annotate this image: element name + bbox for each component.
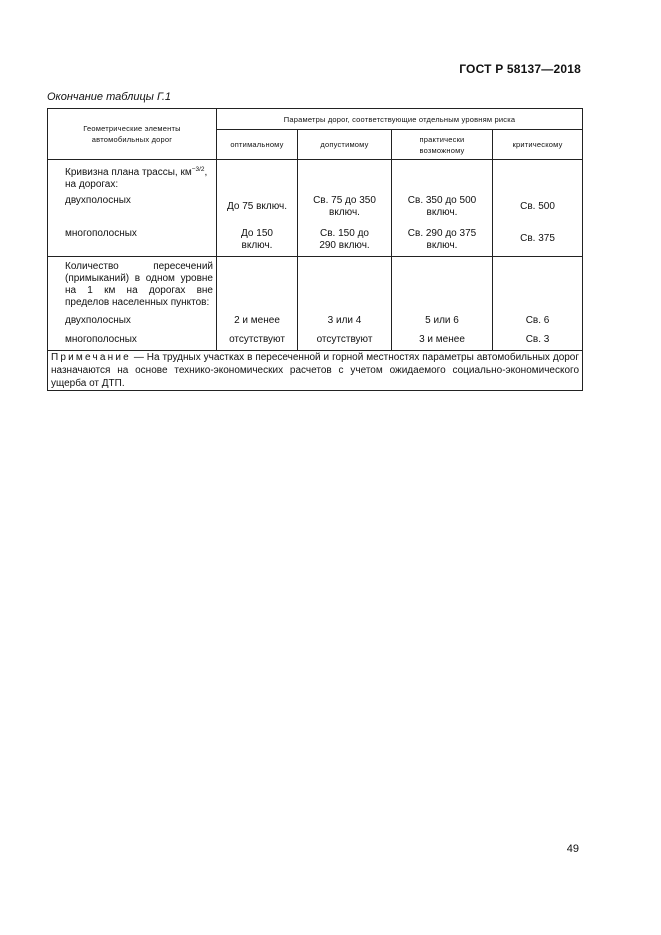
group-title-curvature: Кривизна плана трассы, $км^{-3/2}$, на дорогах:: [48, 160, 217, 193]
table-cell: Св. 500: [493, 193, 583, 227]
table-cell: До 75 включ.: [217, 193, 298, 227]
row-label: многополосных: [48, 227, 217, 257]
note-prefix: Примечание: [51, 352, 131, 363]
group-title-intersections: Количество пересечений (примыканий) в одном уровне на 1 км на дорогах вне пределов населенных пунктов:: [48, 257, 217, 313]
table-cell: Св. 75 до 350 включ.: [298, 193, 392, 227]
row-label: двухполосных: [48, 193, 217, 227]
table-cell: 5 или 6: [392, 313, 493, 333]
table-cell: Св. 3: [493, 333, 583, 351]
table-note: [48, 351, 583, 391]
table-cell: Св. 375: [493, 227, 583, 257]
table-cell: Св. 350 до 500 включ.: [392, 193, 493, 227]
table-cell: 3 или 4: [298, 313, 392, 333]
table-cell: отсутствуют: [217, 333, 298, 351]
table-cell: 2 и менее: [217, 313, 298, 333]
standard-code: ГОСТ Р 58137—2018: [459, 62, 581, 76]
table-caption: Окончание таблицы Г.1: [47, 91, 171, 103]
column-header-elements: Геометрические элементы автомобильных дорог: [48, 109, 217, 160]
level-header-optimal: оптимальному: [217, 130, 298, 160]
table-cell: До 150 включ.: [217, 227, 298, 257]
table-cell: Св. 150 до 290 включ.: [298, 227, 392, 257]
table-cell: Св. 6: [493, 313, 583, 333]
table-cell: Св. 290 до 375 включ.: [392, 227, 493, 257]
note-text: — На трудных участках в пересеченной и горной местностях параметры автомобильных дорог назначаются на основе технико-экономических расчетов с учетом ожидаемого социально-экономического ущерба от ДТП.: [51, 352, 580, 389]
parameters-table: [47, 108, 583, 391]
column-group-header: Параметры дорог, соответствующие отдельным уровням риска: [217, 109, 583, 130]
row-label: многополосных: [48, 333, 217, 351]
table-cell: отсутствуют: [298, 333, 392, 351]
row-label: двухполосных: [48, 313, 217, 333]
table-cell: 3 и менее: [392, 333, 493, 351]
page-number: 49: [566, 843, 579, 855]
level-header-practical: практически возможному: [392, 130, 493, 160]
level-header-acceptable: допустимому: [298, 130, 392, 160]
level-header-critical: критическому: [493, 130, 583, 160]
